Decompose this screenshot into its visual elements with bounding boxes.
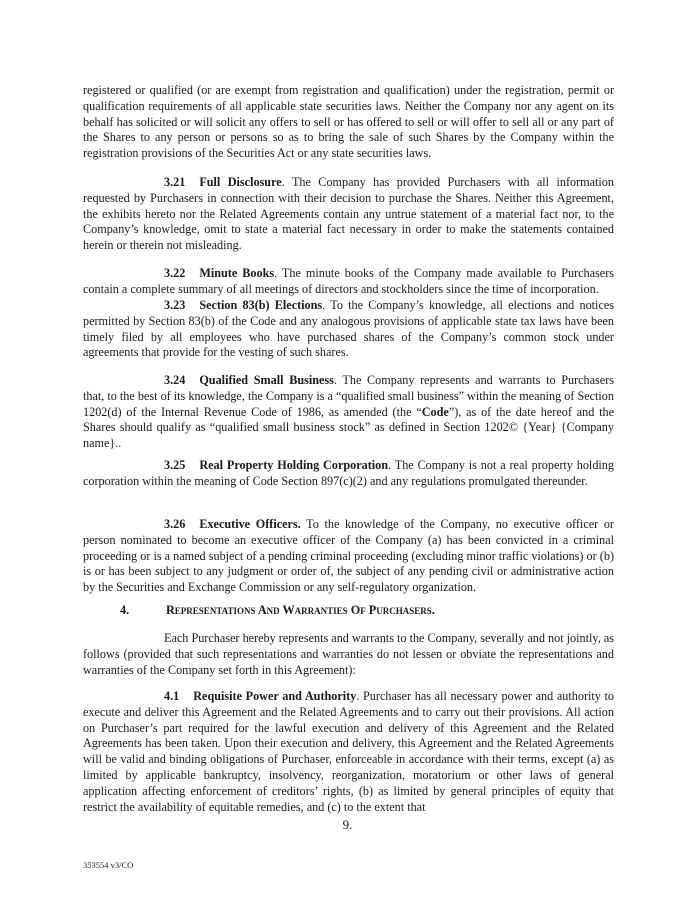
section-number: 3.21 — [164, 175, 186, 189]
section-paragraph — [83, 373, 614, 452]
page-number: 9. — [342, 817, 353, 832]
section-3-26 — [83, 517, 614, 596]
heading-title: Representations And Warranties Of Purchasers — [166, 603, 432, 617]
section-paragraph — [83, 517, 614, 596]
section-title: Section 83(b) Elections — [199, 298, 323, 312]
section-title: Qualified Small Business — [199, 373, 334, 387]
section-3-23 — [83, 298, 614, 361]
heading-suffix: . — [431, 603, 435, 617]
section-title: Full Disclosure — [199, 175, 282, 189]
section-text: . The Company has provided Purchasers with all information requested by Purchasers in connection with their decision to purchase the Shares. Neither this Agreement, the exhibits hereto nor the Related Agreements contain any untrue statement of a material fact nor, to the Company’s knowledge, omit to state a material fact necessary in order to make the statements contained herein or therein not misleading. — [83, 175, 614, 253]
section-4-1 — [83, 689, 614, 815]
paragraph-text: registered or qualified (or are exempt from registration and qualification) under the registration, permit or qualification requirements of all applicable state securities laws. Neither the Company nor any agent on its behalf has solicited or will solicit any offers to sell or has offered to sell or will offer to sell all or any part of the Shares to any person or persons so as to bring the sale of such Shares by the Company within the registration provisions of the Securities Act or any state securities laws. — [83, 83, 614, 161]
section-text-continued: ”), as of the date hereof and the Shares should qualify as “qualified small business stock” as defined in Section 1202© {Year} {Company name}.. — [83, 404, 614, 451]
document-footer-id: 353554 v3/CO — [83, 860, 134, 870]
section-title: Real Property Holding Corporation — [199, 458, 389, 472]
intro-paragraph — [83, 83, 614, 162]
section-text: . The minute books of the Company made available to Purchasers contain a complete summary of all meetings of directors and stockholders since the time of incorporation. — [83, 266, 614, 296]
section-paragraph — [83, 298, 614, 361]
section-text: . The Company represents and warrants to Purchasers that, to the best of its knowledge, the Company is a “qualified small business” within the meaning of Section 1202(d) of the Internal Revenue Code of 1986, as amended (the “ — [83, 373, 615, 419]
section-3-24 — [83, 373, 614, 452]
heading-section-4 — [120, 603, 614, 619]
section-number: 3.24 — [164, 373, 186, 387]
section-title: Executive Officers. — [199, 517, 301, 531]
section-4-intro — [83, 631, 614, 678]
section-number: 4.1 — [164, 689, 180, 703]
section-paragraph — [83, 266, 614, 298]
section-number: 3.26 — [164, 517, 186, 531]
section-3-25 — [83, 458, 614, 490]
section-title: Requisite Power and Authority — [193, 689, 357, 703]
section-3-22 — [83, 266, 614, 298]
paragraph-text: Each Purchaser hereby represents and warrants to the Company, severally and not jointly, as follows (provided that such representations and warranties do not lessen or obviate the representations and warranties of the Company set forth in this Agreement): — [83, 631, 614, 677]
section-number: 3.25 — [164, 458, 186, 472]
section-paragraph — [83, 689, 614, 815]
section-text: . The Company is not a real property holding corporation within the meaning of Code Section 897(c)(2) and any regulations promulgated thereunder. — [83, 458, 614, 488]
section-text: . Purchaser has all necessary power and authority to execute and deliver this Agreement and the Related Agreements and to carry out their provisions. All action on Purchaser’s part required for the lawful execution and delivery of this Agreement and the Related Agreements has been taken. Upon their execution and delivery, this Agreement and the Related Agreements will be valid and binding obligations of Purchaser, enforceable in accordance with their terms, except (a) as limited by applicable bankruptcy, insolvency, reorganization, moratorium or other laws of general application affecting enforcement of creditors’ rights, (b) as limited by general principles of equity that restrict the availability of equitable remedies, and (c) to the extent that — [83, 689, 614, 814]
section-paragraph — [83, 175, 614, 254]
heading-number: 4. — [120, 603, 130, 617]
section-number: 3.23 — [164, 298, 186, 312]
section-text: To the knowledge of the Company, no executive officer or person nominated to become an executive officer of the Company (a) has been convicted in a criminal proceeding or is a named subject of a pending criminal proceeding (excluding minor traffic violations) or (b) is or has been subject to any judgment or order of, the subject of any pending civil or administrative action by the Securities and Exchange Commission or any self-regulatory organization. — [83, 517, 614, 595]
defined-term: Code — [421, 404, 449, 419]
section-title: Minute Books — [199, 266, 275, 280]
section-number: 3.22 — [164, 266, 186, 280]
section-text: . To the Company’s knowledge, all elections and notices permitted by Section 83(b) of the Code and any analogous provisions of applicable state tax laws have been timely filed by all employees who have purchased shares of the Company’s common stock under agreements that provide for the vesting of such shares. — [83, 298, 615, 360]
section-3-21 — [83, 175, 614, 254]
section-paragraph — [83, 458, 614, 490]
